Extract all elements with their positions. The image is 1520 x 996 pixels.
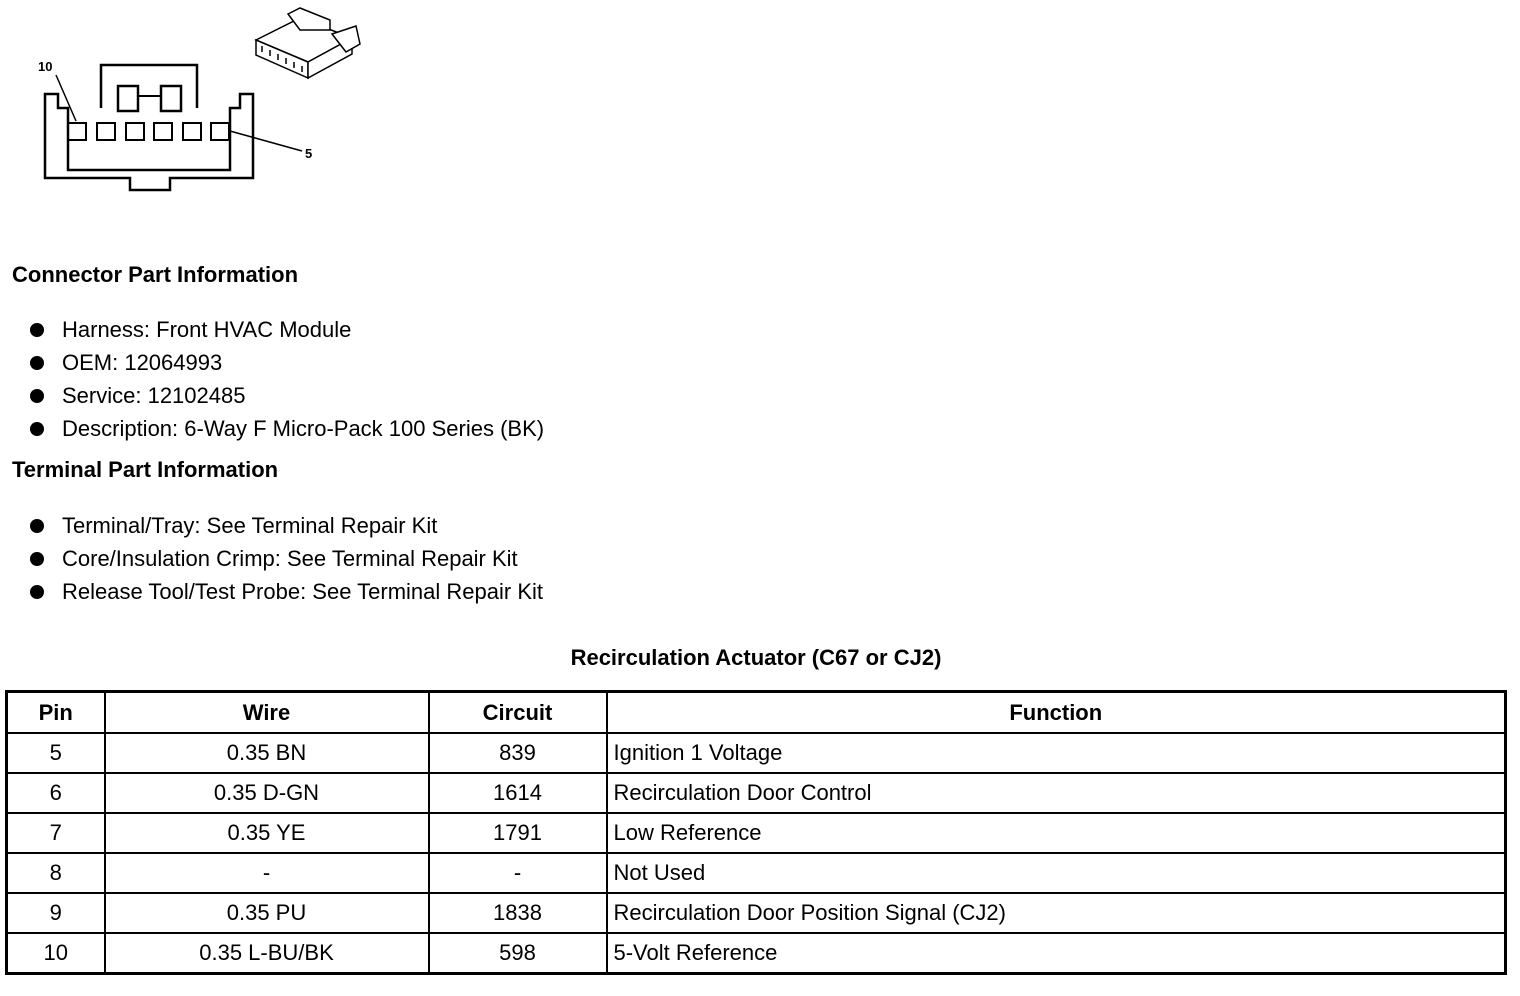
- column-header-function: Function: [607, 692, 1506, 734]
- cell-pin: 7: [7, 813, 105, 853]
- table-row: [7, 853, 1506, 893]
- table-row: [7, 813, 1506, 853]
- bullet-icon: [30, 585, 44, 599]
- bullet-icon: [30, 422, 44, 436]
- pinout-table: [5, 690, 1507, 975]
- column-header-wire: Wire: [105, 692, 429, 734]
- cell-function: Ignition 1 Voltage: [607, 733, 1506, 773]
- cavity-5: [211, 123, 229, 140]
- cell-wire: 0.35 PU: [105, 893, 429, 933]
- cell-circuit: 1614: [429, 773, 607, 813]
- list-item: [28, 346, 544, 379]
- list-item: [28, 379, 544, 412]
- cell-wire: 0.35 YE: [105, 813, 429, 853]
- list-item: [28, 509, 543, 542]
- cell-function: Not Used: [607, 853, 1506, 893]
- terminal-part-info-list: [28, 509, 543, 608]
- pin-label-5: 5: [305, 146, 313, 161]
- cell-function: Recirculation Door Position Signal (CJ2): [607, 893, 1506, 933]
- cell-pin: 10: [7, 933, 105, 974]
- latch-tab-right: [161, 86, 181, 111]
- list-item: [28, 542, 543, 575]
- cavity-8: [126, 123, 144, 140]
- pin-label-10: 10: [38, 59, 53, 74]
- cavity-6: [183, 123, 201, 140]
- table-row: [7, 733, 1506, 773]
- cell-pin: 9: [7, 893, 105, 933]
- list-item-text: Description: 6-Way F Micro-Pack 100 Series (BK): [62, 416, 545, 441]
- cell-wire: 0.35 L-BU/BK: [105, 933, 429, 974]
- table-header-row: [7, 692, 1506, 734]
- connector-face-illustration: [0, 0, 380, 210]
- terminal-part-info-heading: Terminal Part Information: [12, 457, 279, 482]
- table-row: [7, 933, 1506, 974]
- cavity-7: [154, 123, 172, 140]
- latch-tab-left: [118, 86, 138, 111]
- list-item: [28, 412, 544, 445]
- cavity-10: [68, 123, 86, 140]
- connector-part-info-heading: Connector Part Information: [12, 262, 299, 287]
- table-title: Recirculation Actuator (C67 or CJ2): [570, 645, 942, 670]
- bullet-icon: [30, 356, 44, 370]
- cell-pin: 5: [7, 733, 105, 773]
- cell-function: Recirculation Door Control: [607, 773, 1506, 813]
- list-item: [28, 575, 543, 608]
- bullet-icon: [30, 552, 44, 566]
- column-header-circuit: Circuit: [429, 692, 607, 734]
- connector-part-info-list: [28, 313, 544, 445]
- cell-function: 5-Volt Reference: [607, 933, 1506, 974]
- column-header-pin: Pin: [7, 692, 105, 734]
- connector-housing-outline: [45, 94, 253, 190]
- cell-circuit: -: [429, 853, 607, 893]
- bullet-icon: [30, 389, 44, 403]
- cell-circuit: 1838: [429, 893, 607, 933]
- cell-wire: -: [105, 853, 429, 893]
- cell-pin: 8: [7, 853, 105, 893]
- list-item: [28, 313, 544, 346]
- table-row: [7, 773, 1506, 813]
- cell-wire: 0.35 D-GN: [105, 773, 429, 813]
- connector-diagram: [0, 0, 380, 210]
- cell-circuit: 839: [429, 733, 607, 773]
- list-item-text: Terminal/Tray: See Terminal Repair Kit: [62, 513, 438, 538]
- cell-circuit: 598: [429, 933, 607, 974]
- list-item-text: Release Tool/Test Probe: See Terminal Repair Kit: [62, 579, 543, 604]
- list-item-text: Core/Insulation Crimp: See Terminal Repair Kit: [62, 546, 518, 571]
- cell-wire: 0.35 BN: [105, 733, 429, 773]
- list-item-text: Service: 12102485: [62, 383, 246, 408]
- list-item-text: Harness: Front HVAC Module: [62, 317, 352, 342]
- terminal-cavities: [68, 123, 229, 140]
- leader-line-5: [230, 131, 302, 151]
- cell-function: Low Reference: [607, 813, 1506, 853]
- cavity-9: [97, 123, 115, 140]
- connector-isometric-icon: [256, 8, 360, 78]
- bullet-icon: [30, 323, 44, 337]
- latch-frame: [101, 65, 197, 108]
- table-row: [7, 893, 1506, 933]
- list-item-text: OEM: 12064993: [62, 350, 223, 375]
- cell-circuit: 1791: [429, 813, 607, 853]
- bullet-icon: [30, 519, 44, 533]
- cell-pin: 6: [7, 773, 105, 813]
